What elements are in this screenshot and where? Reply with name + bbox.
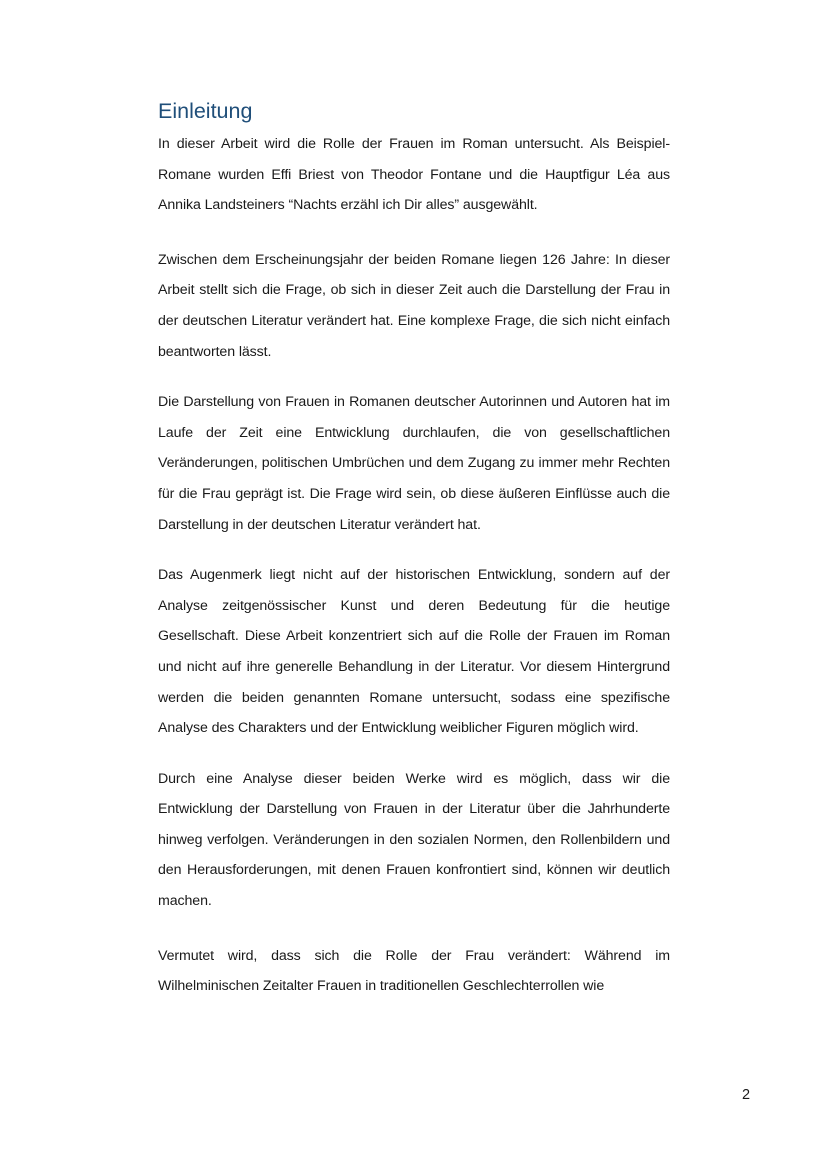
- paragraph-intro: In dieser Arbeit wird die Rolle der Frauen im Roman untersucht. Als Beispiel-Romane wurden Effi Briest von Theodor Fontane und die Hauptfigur Léa aus Annika Landsteiners “Nachts erzähl ich Dir alles” ausgewählt.: [158, 136, 670, 214]
- page-content: [158, 97, 670, 1002]
- section-heading: Einleitung: [158, 99, 253, 123]
- paragraph-hypothesis: Vermutet wird, dass sich die Rolle der Frau verändert: Während im Wilhelminischen Zeitalter Frauen in traditionellen Geschlechterrollen wie: [158, 947, 670, 995]
- paragraph-focus: Das Augenmerk liegt nicht auf der historischen Entwicklung, sondern auf der Analyse zeitgenössischer Kunst und deren Bedeutung für die heutige Gesellschaft. Diese Arbeit konzentriert sich auf die Rolle der Frauen im Roman und nicht auf ihre generelle Behandlung in der Literatur. Vor diesem Hintergrund werden die beiden genannten Romane untersucht, sodass eine spezifische Analyse des Charakters und der Entwicklung weiblicher Figuren möglich wird.: [158, 567, 670, 737]
- paragraph-analysis: Durch eine Analyse dieser beiden Werke wird es möglich, dass wir die Entwicklung der Darstellung von Frauen in der Literatur über die Jahrhunderte hinweg verfolgen. Veränderungen in den sozialen Normen, den Rollenbildern und den Herausforderungen, mit denen Frauen konfrontiert sind, können wir deutlich machen.: [158, 770, 670, 910]
- paragraph-development: Die Darstellung von Frauen in Romanen deutscher Autorinnen und Autoren hat im Laufe der Zeit eine Entwicklung durchlaufen, die von gesellschaftlichen Veränderungen, politischen Umbrüchen und dem Zugang zu immer mehr Rechten für die Frau geprägt ist. Die Frage wird sein, ob diese äußeren Einflüsse auch die Darstellung in der deutschen Literatur verändert hat.: [158, 394, 670, 533]
- paragraph-publication-gap: Zwischen dem Erscheinungsjahr der beiden Romane liegen 126 Jahre: In dieser Arbeit stellt sich die Frage, ob sich in dieser Zeit auch die Darstellung der Frau in der deutschen Literatur verändert hat. Eine komplexe Frage, die sich nicht einfach beantworten lässt.: [158, 251, 670, 360]
- page-number: 2: [742, 1087, 751, 1103]
